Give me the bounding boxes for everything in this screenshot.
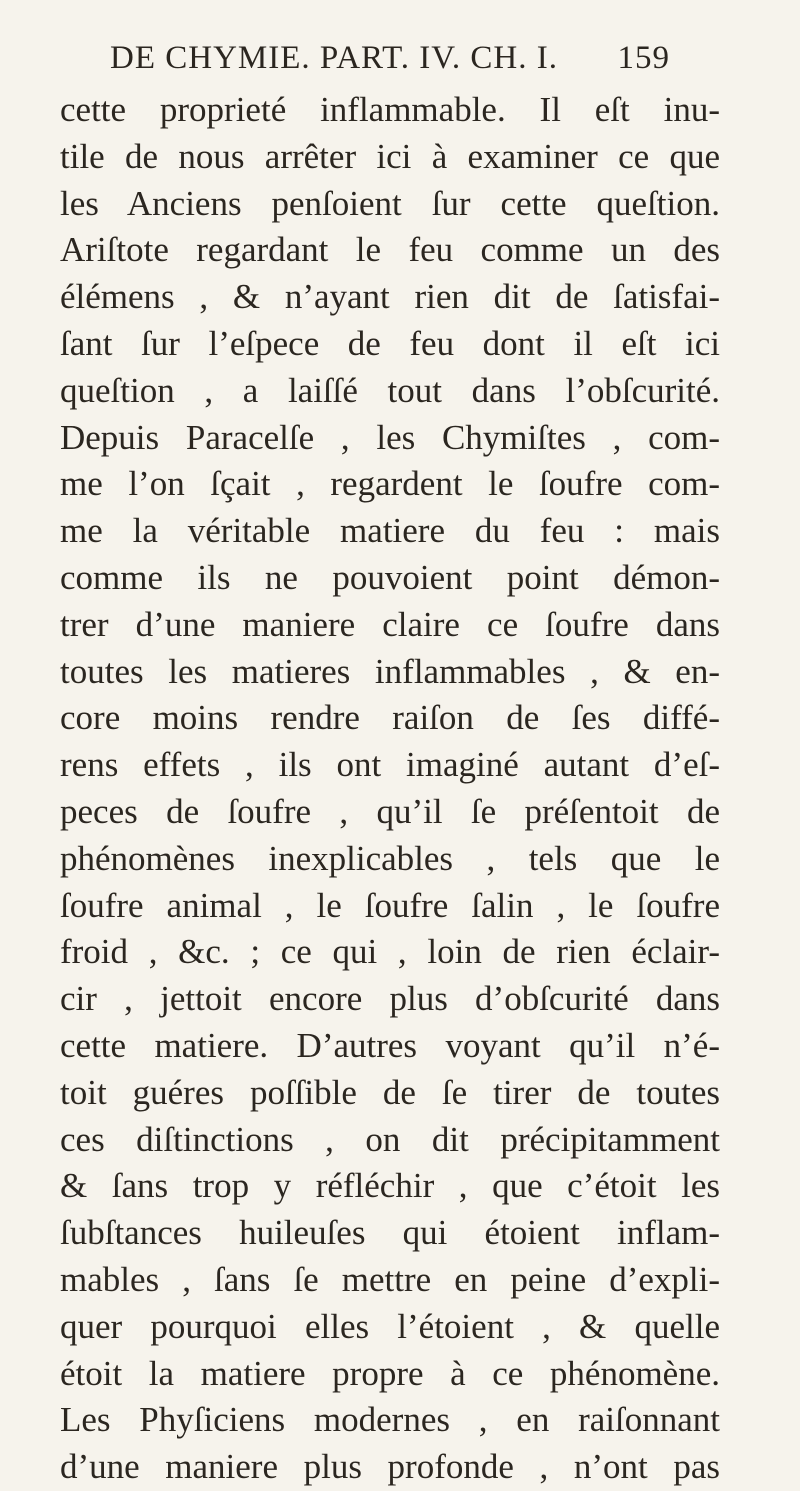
text-line: peces de ſoufre , qu’il ſe préſentoit de [60, 791, 720, 831]
text-line: me l’on ſçait , regardent le ſoufre com- [60, 464, 720, 504]
text-line: quer pourquoi elles l’étoient , & quelle [60, 1306, 720, 1346]
text-line: toit guéres poſſible de ſe tirer de toutes [60, 1072, 720, 1112]
text-line: froid , &c. ; ce qui , loin de rien éclair- [60, 932, 720, 972]
text-line: toutes les matieres inflammables , & en- [60, 651, 720, 691]
text-line: Les Phyſiciens modernes , en raiſonnant [60, 1400, 720, 1440]
text-line: tile de nous arrêter ici à examiner ce que [60, 136, 720, 176]
text-line: & ſans trop y réfléchir , que c’étoit les [60, 1166, 720, 1206]
text-line: me la véritable matiere du feu : mais [60, 511, 720, 551]
text-line: d’une maniere plus profonde , n’ont pas [60, 1447, 720, 1487]
text-line: ſant ſur l’eſpece de feu dont il eſt ici [60, 323, 720, 363]
running-head [110, 40, 670, 77]
text-line: les Anciens penſoient ſur cette queſtion. [60, 183, 720, 223]
text-line: ſubſtances huileuſes qui étoient inflam- [60, 1213, 720, 1253]
text-line: étoit la matiere propre à ce phénomène. [60, 1353, 720, 1393]
text-line: Ariſtote regardant le feu comme un des [60, 230, 720, 270]
text-line: Depuis Paracelſe , les Chymiſtes , com- [60, 417, 720, 457]
text-line: queſtion , a laiſſé tout dans l’obſcurité. [60, 370, 720, 410]
page-number: 159 [617, 40, 670, 76]
text-line: trer d’une maniere claire ce ſoufre dans [60, 604, 720, 644]
text-line: comme ils ne pouvoient point démon- [60, 557, 720, 597]
text-line: core moins rendre raiſon de ſes diffé- [60, 698, 720, 738]
running-title: DE CHYMIE. PART. IV. CH. I. [110, 40, 558, 76]
text-line: ces diſtinctions , on dit précipitamment [60, 1119, 720, 1159]
text-line: phénomènes inexplicables , tels que le [60, 838, 720, 878]
text-line: rens effets , ils ont imaginé autant d’eſ- [60, 745, 720, 785]
text-line: cette proprieté inflammable. Il eſt inu- [60, 90, 720, 129]
text-line: ſoufre animal , le ſoufre ſalin , le ſoufre [60, 885, 720, 925]
text-line: élémens , & n’ayant rien dit de ſatisfai- [60, 277, 720, 317]
text-line: cette matiere. D’autres voyant qu’il n’é- [60, 1025, 720, 1065]
body-text [60, 87, 720, 1491]
text-line: mables , ſans ſe mettre en peine d’expli- [60, 1259, 720, 1299]
text-line: cir , jettoit encore plus d’obſcurité dans [60, 979, 720, 1019]
